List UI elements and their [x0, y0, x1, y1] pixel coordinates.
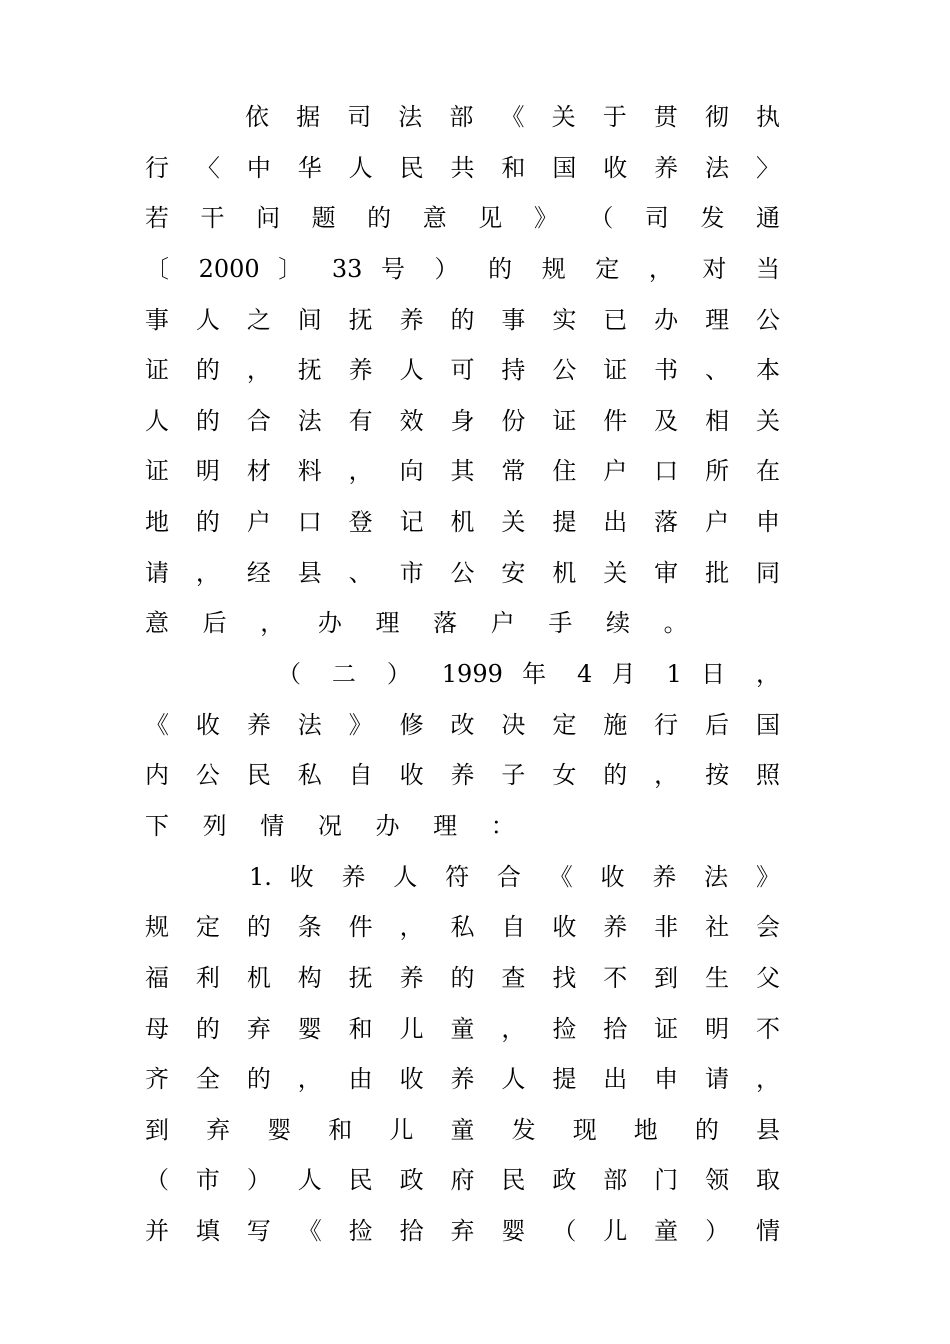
paragraph-line: 依 据 司 法 部 《 关 于 贯 彻 执	[245, 103, 780, 131]
paragraph-line: 〔 2000 〕 33 号 ） 的 规 定 ， 对 当	[145, 254, 780, 283]
paragraph-line: 母 的 弃 婴 和 儿 童 ， 捡 拾 证 明 不	[145, 1014, 780, 1043]
list-item-line: 1. 收 养 人 符 合 《 收 养 法 》	[249, 862, 780, 891]
paragraph-line: 到 弃 婴 和 儿 童 发 现 地 的 县	[145, 1115, 780, 1144]
paragraph-line: 事 人 之 间 抚 养 的 事 实 已 办 理 公	[145, 305, 780, 334]
paragraph-line: 若 干 问 题 的 意 见 》 （ 司 发 通	[145, 204, 780, 233]
paragraph-line: 请 ， 经 县 、 市 公 安 机 关 审 批 同	[145, 558, 780, 587]
paragraph-line: 意 后 ， 办 理 落 户 手 续 。	[145, 609, 688, 638]
paragraph-line: 下 列 情 况 办 理 ：	[145, 811, 515, 840]
section-heading-line: （ 二 ） 1999 年 4 月 1 日 ，	[277, 660, 780, 689]
paragraph-line: 人 的 合 法 有 效 身 份 证 件 及 相 关	[145, 406, 780, 435]
paragraph-line: 证 明 材 料 ， 向 其 常 住 户 口 所 在	[145, 457, 780, 486]
paragraph-line: 《 收 养 法 》 修 改 决 定 施 行 后 国	[145, 710, 780, 739]
paragraph-line: 证 的 ， 抚 养 人 可 持 公 证 书 、 本	[145, 356, 780, 385]
paragraph-line: 地 的 户 口 登 记 机 关 提 出 落 户 申	[145, 508, 780, 537]
paragraph-line: 并 填 写 《 捡 拾 弃 婴 （ 儿 童 ） 情	[145, 1217, 780, 1246]
paragraph-line: 福 利 机 构 抚 养 的 查 找 不 到 生 父	[145, 963, 780, 992]
paragraph-line: 规 定 的 条 件 ， 私 自 收 养 非 社 会	[145, 913, 780, 942]
paragraph-line: （ 市 ） 人 民 政 府 民 政 部 门 领 取	[145, 1166, 780, 1195]
paragraph-line: 内 公 民 私 自 收 养 子 女 的 ， 按 照	[145, 761, 780, 790]
paragraph-line: 齐 全 的 ， 由 收 养 人 提 出 申 请 ，	[145, 1065, 780, 1094]
paragraph-line: 行 〈 中 华 人 民 共 和 国 收 养 法 〉	[145, 153, 780, 182]
document-body	[145, 92, 780, 1257]
